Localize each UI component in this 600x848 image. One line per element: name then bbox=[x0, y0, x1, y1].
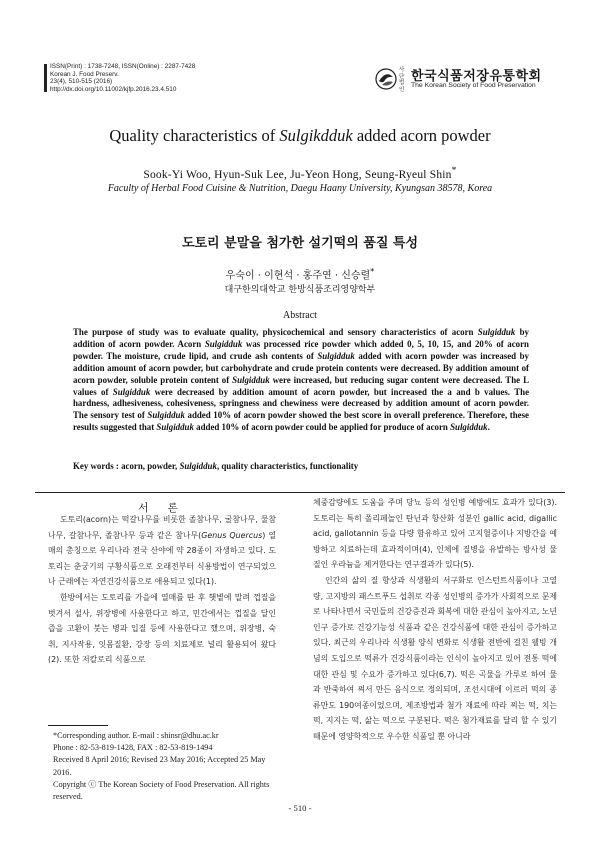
italic-term: Sulgidduk bbox=[112, 386, 151, 397]
paper-title-en bbox=[0, 126, 600, 146]
italic-term: Sulgidduk bbox=[204, 338, 243, 349]
authors-kr bbox=[0, 266, 600, 281]
footnote-rule bbox=[48, 725, 108, 726]
footnote bbox=[53, 730, 276, 803]
section-divider bbox=[35, 492, 565, 493]
society-emblem-icon bbox=[375, 68, 397, 90]
abstract-heading: Abstract bbox=[283, 310, 317, 321]
authors-kr-names: 우숙이 · 이현석 · 홍주연 · 신승렬 bbox=[225, 270, 371, 282]
society-prefix: 사단 법인 bbox=[399, 67, 405, 93]
journal-name: Korean J. Food Preserv. bbox=[50, 70, 119, 78]
authors-en bbox=[0, 165, 600, 181]
contact-phone: Phone : 82-53-819-1428, FAX : 82-53-819-1494 bbox=[53, 743, 213, 753]
society-logo bbox=[375, 64, 555, 96]
received-dates: Received 8 April 2016; Revised 23 May 2016; Accepted 25 May 2016. bbox=[53, 755, 266, 777]
corresponding-mark-kr: * bbox=[370, 266, 375, 276]
keywords-label: Key words : bbox=[73, 461, 119, 471]
page-number: - 510 - bbox=[288, 803, 312, 813]
italic-term: Sulgidduk bbox=[179, 461, 217, 471]
title-part-2: added acorn powder bbox=[352, 126, 491, 145]
italic-term: Sulgidduk bbox=[232, 374, 270, 385]
italic-term: Sulgidduk bbox=[477, 327, 516, 337]
journal-metadata bbox=[50, 63, 195, 93]
affiliation-kr: 대구한의대학교 한방식품조리영양학부 bbox=[224, 285, 376, 295]
copyright: Copyright ⓒ The Korean Society of Food Preservation. All rights reserved. bbox=[53, 779, 270, 802]
paragraph: 인간의 삶의 질 향상과 식생활의 서구화로 인스턴트식품이나 고열량, 고지방의 패스트푸드 섭취로 각종 성인병의 증가가 사회적으로 문제로 나타나면서 국민들의 건강증진과 회복에 대한 관심이 높아지고, 노년 인구 증가로 건강기능성 식품과 같은 건강식품에 대한 관심이 증가하고 있다. 최근의 우리나라 식생활 양식 변화로 식생활 전반에 걸친 웰빙 개념의 도입으로 떡류가 건강식품이라는 인식이 높아지고 있어 전통 떡에 대한 관심 및 수요가 증가하고 있다(6,7). 떡은 곡물을 가루로 하여 물과 반죽하여 쪄서 만든 음식으로 정의되며, 조선시대에 이르러 떡의 종류만도 190여종이었으며, 제조방법과 첨가 재료에 따라 찌는 떡, 치는 떡, 지지는 떡, 삶는 떡으로 구분된다. 떡은 첨가재료를 달리 할 수 있기 때문에 영양학적으로 우수한 식품일 뿐 아니라 bbox=[313, 575, 557, 741]
keywords-list: acorn, powder, Sulgidduk, quality characteristics, functionality bbox=[121, 461, 359, 471]
society-name-en: The Korean Society of Food Preservation bbox=[411, 82, 536, 89]
corresponding-author: *Corresponding author. E-mail : shinsr@dhu.ac.kr bbox=[53, 731, 219, 740]
italic-term: Genus Quercus bbox=[201, 530, 263, 540]
section-heading: 서 론 bbox=[138, 502, 186, 514]
paragraph: 도토리(acorn)는 떡갈나무를 비롯한 졸참나무, 굴참나무, 물참나무, 갈참나무, 졸참나무 등과 같은 참나무(Genus Quercus) 열매의 총칭으로 우리나라 전국 산야에 약 28종이 자생하고 있다. 도토리는 춘궁기의 구황식품으로 오래전부터 식용방법이 연구되었으나 근래에는 자연건강식품으로 애용되고 있다(1). bbox=[48, 515, 276, 587]
affiliation-en: Faculty of Herbal Food Cuisine & Nutrition, Daegu Haany University, Kyungsan 38578, Korea bbox=[107, 183, 493, 194]
keywords bbox=[73, 461, 358, 471]
title-italic: Sulgikdduk bbox=[279, 126, 353, 145]
corresponding-mark: * bbox=[451, 165, 457, 176]
title-part-1: Quality characteristics of bbox=[109, 126, 280, 145]
issn-line: ISSN(Print) : 1738-7248, ISSN(Online) : 2287-7428 bbox=[50, 63, 196, 70]
header-bar bbox=[44, 64, 47, 92]
body-column-left bbox=[48, 512, 276, 668]
italic-term: Sulgidduk bbox=[450, 422, 488, 433]
paragraph: 한방에서는 도토리를 가을에 열매를 딴 후 햇볕에 말려 껍질을 벗겨서 설사, 위장병에 사용한다고 하고, 민간에서는 껍질을 달인 즙을 고환이 붓는 병과 입질 등에 사용한다고 했으며, 위장병, 숙취, 지사작용, 잇몸질환, 강장 등의 치료제로 널리 활용되어 왔다(2). 또한 저칼로리 식품으로 bbox=[48, 592, 276, 665]
abstract-body: The purpose of study was to evaluate quality, physicochemical and sensory characteristics of acorn Sulgidduk by addition of acorn powder. Acorn Sulgidduk was processed rice powder which added 0, 5, 10, 15, and 20% of acorn powder. The moisture, crude lipid, and crude ash contents of Sulgidduk added with acorn powder was increased by addition amount of acorn powder, but carbohydrate and crude protein contents were decreased. By addition amount of acorn powder, soluble protein content of Sulgidduk were increased, but reducing sugar content were decreased. The L values of Sulgidduk were decreased by addition amount of acorn powder, but increased the a and b values. The hardness, adhesiveness, cohesiveness, springness and chewiness were decreased by addition amount of acorn powder. The sensory test of Sulgidduk added 10% of acorn powder showed the best score in overall preference. Therefore, these results suggested that Sulgidduk added 10% of acorn powder could be applied for produce of acorn Sulgidduk. bbox=[73, 327, 530, 433]
doi-link[interactable]: http://dx.doi.org/10.11002/kjfp.2016.23.4.510 bbox=[50, 85, 177, 93]
paragraph: 체중감량에도 도움을 주며 당뇨 등의 성인병 예방에도 효과가 있다(3). 도토리는 특히 폴리페놀인 탄닌과 항산화 성분인 gallic acid, digallic acid, gallotannin 등을 다량 함유하고 있어 고지혈증이나 지방간을 예방하고 치료하는데 효과적이며(4), 인체에 질병을 유발하는 방사성 물질인 우라늄을 제거한다는 연구결과가 있다(5). bbox=[313, 498, 557, 570]
body-column-right bbox=[313, 495, 557, 745]
paper-title-kr: 도토리 분말을 첨가한 설기떡의 품질 특성 bbox=[181, 236, 419, 251]
volume-line: 23(4), 510-515 (2016) bbox=[50, 78, 113, 86]
authors-en-names: Sook-Yi Woo, Hyun-Suk Lee, Ju-Yeon Hong, Seung-Ryeul Shin bbox=[143, 168, 452, 181]
italic-term: Sulgidduk bbox=[147, 410, 185, 421]
italic-term: Sulgidduk bbox=[156, 422, 194, 433]
italic-term: Sulgidduk bbox=[317, 350, 355, 361]
society-name-kr: 한국식품저장유통학회 bbox=[411, 69, 542, 84]
